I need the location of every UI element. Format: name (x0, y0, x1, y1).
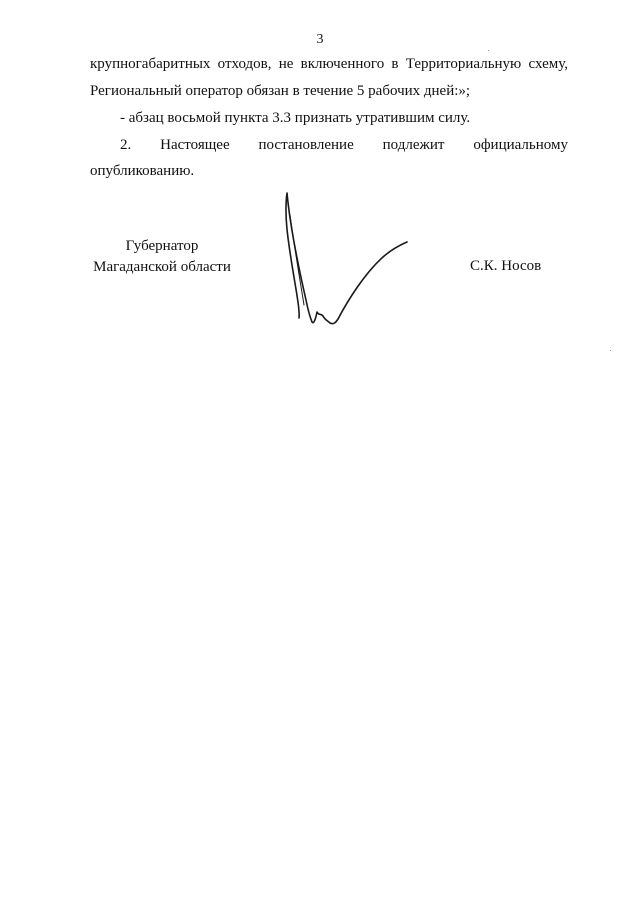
signatory-title-line: Губернатор (125, 238, 199, 254)
paragraph-line: опубликованию. (90, 163, 195, 179)
page-number: 3 (316, 32, 324, 47)
signatory-title (88, 236, 236, 278)
handwritten-signature (270, 185, 420, 335)
signatory-name: С.К. Носов (470, 258, 542, 274)
paragraph-line: - абзац восьмой пункта 3.3 признать утратившим силу. (120, 110, 471, 126)
paragraph-line: крупногабаритных отходов, не включенного в Территориальную схему, (90, 56, 568, 72)
paragraph-line: 2. Настоящее постановление подлежит официальному (120, 137, 568, 153)
signatory-title-line: Магаданской области (93, 259, 231, 275)
scan-speck (610, 350, 611, 351)
scan-speck (488, 50, 489, 51)
paragraph-line: Региональный оператор обязан в течение 5 рабочих дней:»; (90, 83, 471, 99)
